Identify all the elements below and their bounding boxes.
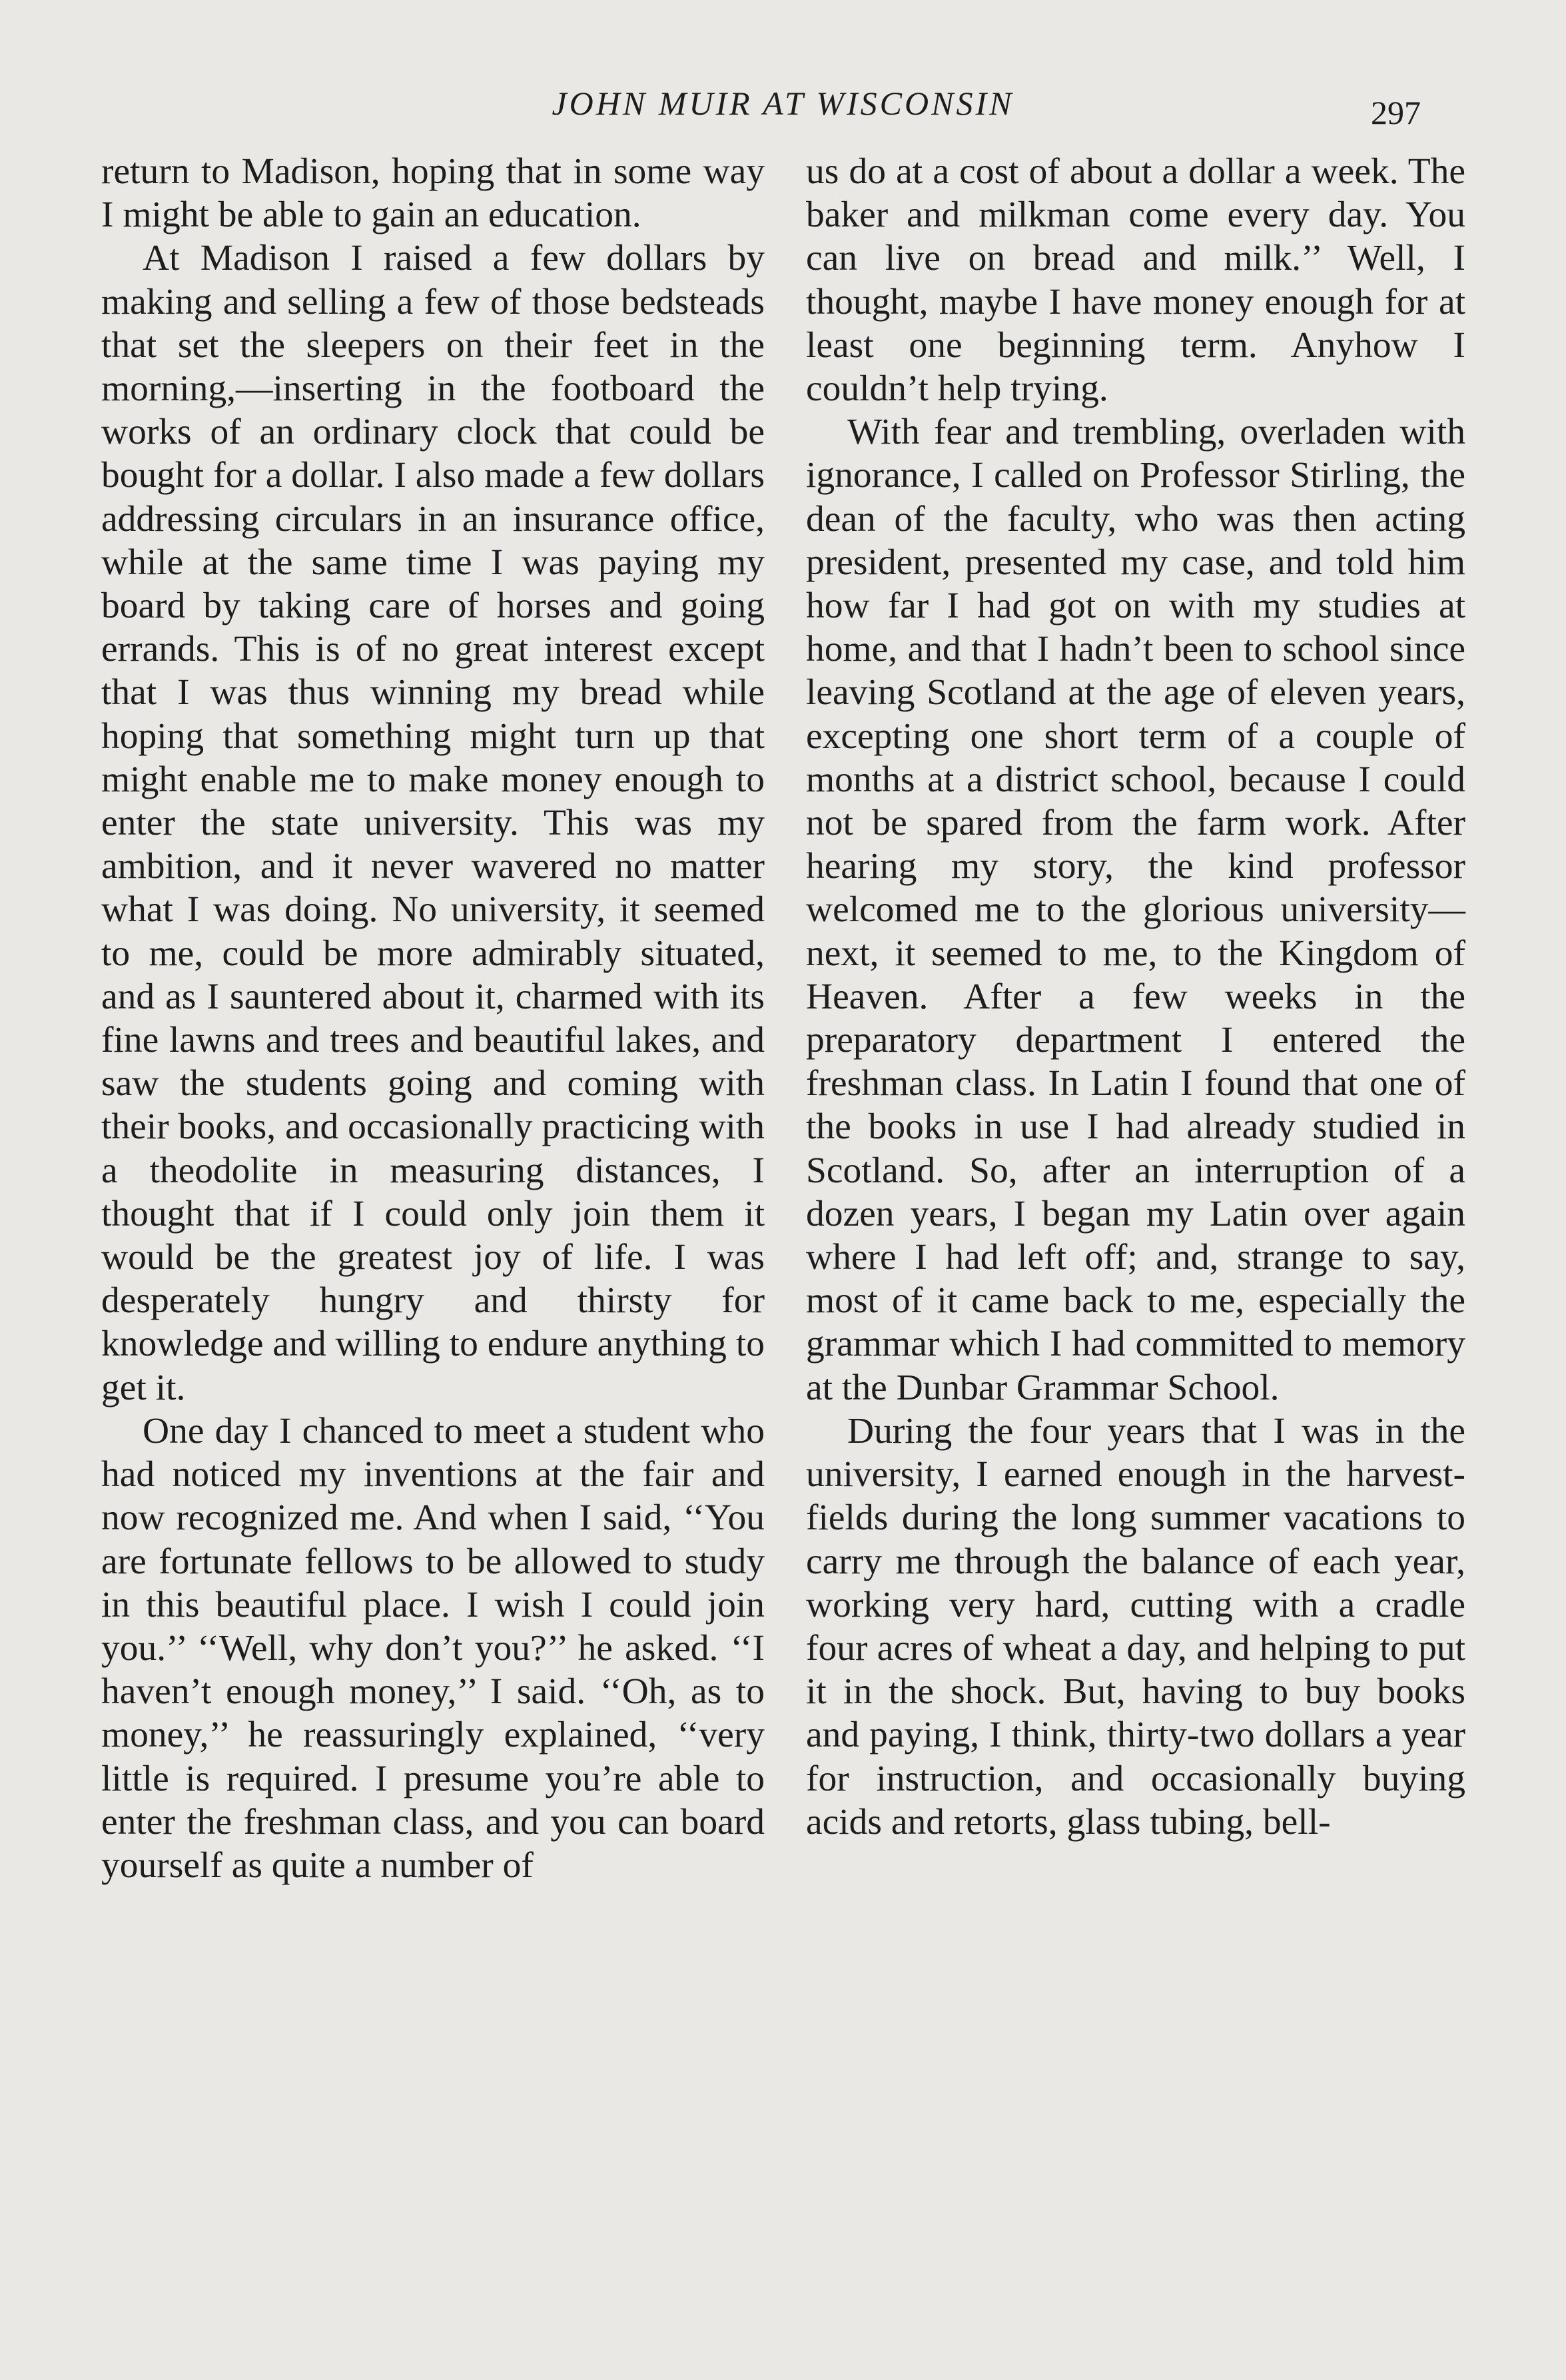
- left-column: [101, 150, 765, 1887]
- right-column: [806, 150, 1465, 1844]
- page-header: [0, 79, 1566, 139]
- paragraph: One day I chanced to meet a student who had noticed my inventions at the fair and now recognized me. And when I said, ‘‘You are fortunate fellows to be allowed to study in this beautiful place. I wish I could join you.’’ ‘‘Well, why don’t you?’’ he asked. ‘‘I haven’t enough money,’’ I said. ‘‘Oh, as to money,’’ he reassuringly explained, ‘‘very little is required. I presume you’re able to enter the freshman class, and you can board yourself as quite a number of: [101, 1410, 765, 1886]
- paragraph: us do at a cost of about a dollar a week. The baker and milkman come every day. You can live on bread and milk.’’ Well, I thought, maybe I have money enough for at least one beginning term. Anyhow I couldn’t help trying.: [806, 151, 1465, 410]
- paragraph: With fear and trembling, overladen with ignorance, I called on Professor Stirling, the dean of the faculty, who was then acting president, presented my case, and told him how far I had got on with my studies at home, and that I hadn’t been to school since leaving Scotland at the age of eleven years, excepting one short term of a couple of months at a district school, because I could not be spared from the farm work. After hearing my story, the kind professor welcomed me to the glorious university—next, it seemed to me, to the Kingdom of Heaven. After a few weeks in the preparatory department I entered the freshman class. In Latin I found that one of the books in use I had already studied in Scotland. So, after an interruption of a dozen years, I began my Latin over again where I had left off; and, strange to say, most of it came back to me, especially the grammar which I had committed to memory at the Dunbar Grammar School.: [806, 412, 1465, 1408]
- paragraph: During the four years that I was in the university, I earned enough in the harvest-fields during the long summer vacations to carry me through the balance of each year, working very hard, cutting with a cradle four acres of wheat a day, and helping to put it in the shock. But, having to buy books and paying, I think, thirty-two dollars a year for instruction, and occasionally buying acids and retorts, glass tubing, bell-: [806, 1410, 1465, 1842]
- paragraph: return to Madison, hoping that in some way I might be able to gain an education.: [101, 151, 765, 236]
- paragraph: At Madison I raised a few dollars by making and selling a few of those bedsteads that set the sleepers on their feet in the morning,—inserting in the footboard the works of an ordinary clock that could be bought for a dollar. I also made a few dollars addressing circulars in an insurance office, while at the same time I was paying my board by taking care of horses and going errands. This is of no great interest except that I was thus winning my bread while hoping that something might turn up that might enable me to make money enough to enter the state university. This was my ambition, and it never wavered no matter what I was doing. No university, it seemed to me, could be more admirably situated, and as I sauntered about it, charmed with its fine lawns and trees and beautiful lakes, and saw the students going and coming with their books, and occasionally practicing with a theodolite in measuring distances, I thought that if I could only join them it would be the greatest joy of life. I was desperately hungry and thirsty for knowledge and willing to endure anything to get it.: [101, 238, 765, 1408]
- page-number: 297: [1371, 94, 1421, 131]
- running-title: JOHN MUIR AT WISCONSIN: [552, 85, 1014, 122]
